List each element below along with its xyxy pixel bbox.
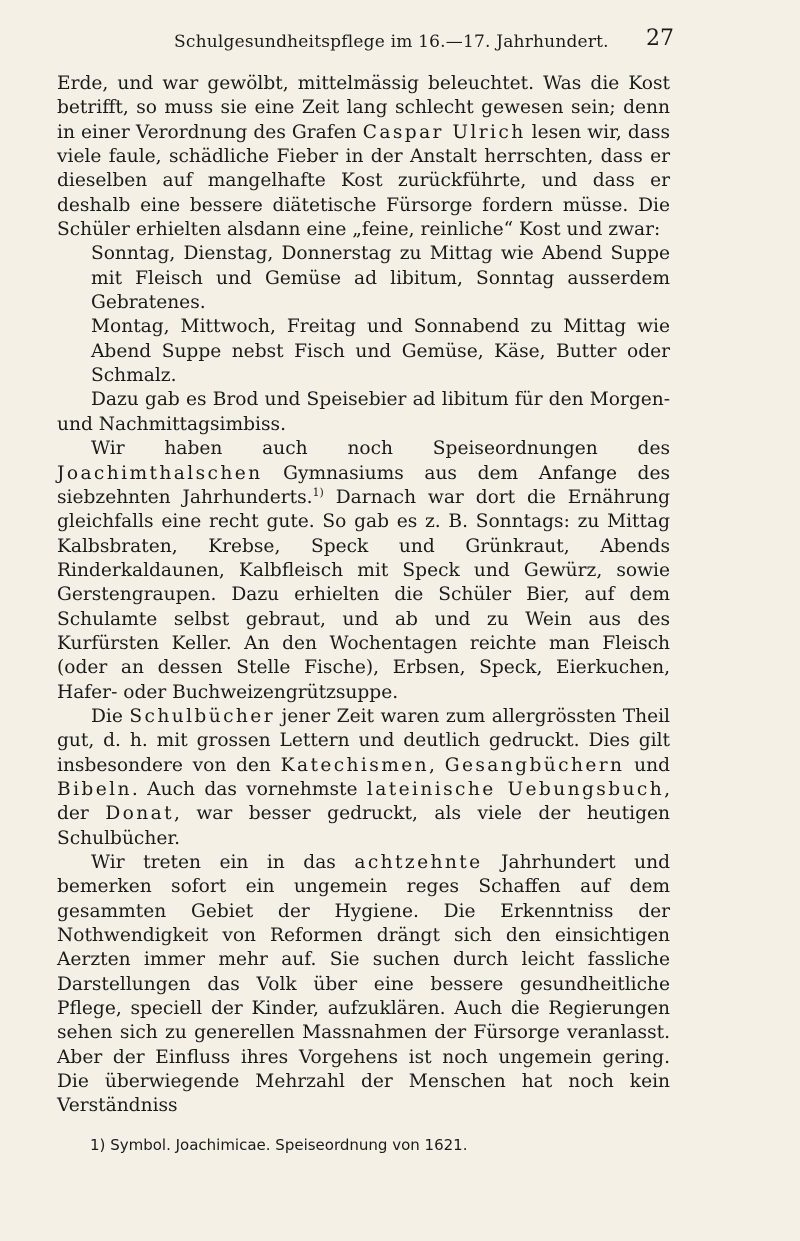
p6-text-f: , der <box>57 778 670 825</box>
p6-text-d: und <box>634 754 670 776</box>
running-header <box>160 24 674 54</box>
term-uebungsbuch: lateinische Uebungsbuch <box>366 778 665 800</box>
menu-sunday: Sonntag, Dienstag, Donnerstag zu Mittag wie Abend Suppe mit Fleisch und Gemüse ad libitum, Sonntag ausserdem Gebratenes. <box>91 243 670 314</box>
p7-text-b: Jahrhundert und bemerken sofort ein ungemein reges Schaffen auf dem gesammten Gebiet der Hygiene. Die Erkenntniss der Nothwendigkeit von Reformen drängt sich den einsichtigen Aerzten immer mehr auf. Sie suchen durch leicht fassliche Darstellungen das Volk über eine bessere gesundheitliche Pflege, speciell der Kinder, aufzuklären. Auch die Regierungen sehen sich zu generellen Massnahmen der Fürsorge veranlasst. Aber der Einfluss ihres Vorgehens ist noch ungemein gering. Die überwiegende Mehrzahl der Menschen hat noch kein Verständniss <box>57 852 670 1117</box>
p5-text-a: Wir haben auch noch Speiseordnungen des <box>91 438 670 460</box>
p6-text-a: Die <box>91 705 123 727</box>
page-number: 27 <box>646 26 674 51</box>
p6-text-c: , <box>429 754 435 776</box>
term-schulbuecher: Schulbücher <box>129 705 275 727</box>
person-name: Caspar Ulrich <box>362 121 526 143</box>
footnote-text: Symbol. Joachimicae. Speiseordnung von 1621. <box>110 1136 468 1154</box>
paragraph-6 <box>57 705 670 851</box>
p7-text-a: Wir treten ein in das <box>91 852 336 873</box>
term-achtzehnte: achtzehnte <box>354 852 483 873</box>
term-gesangbuecher: Gesangbüchern <box>444 754 625 776</box>
p6-text-b: jener Zeit waren zum allergrössten Theil gut, d. h. mit grossen Lettern und deutlich gedruckt. Dies gilt insbesondere von den <box>57 705 670 776</box>
school-name: Joachimthalschen <box>57 462 263 484</box>
paragraph-7 <box>57 851 670 1119</box>
p5-text-b: Gymnasiums aus dem Anfange des siebzehnten Jahrhunderts. <box>57 462 670 508</box>
body-text <box>57 72 670 1119</box>
p6-text-e: . Auch das vornehmste <box>131 778 358 800</box>
footnote-marker: 1) <box>90 1136 106 1154</box>
term-bibeln: Bibeln <box>57 778 132 800</box>
paragraph-5 <box>57 437 670 705</box>
footnote <box>90 1136 467 1154</box>
menu-weekday: Montag, Mittwoch, Freitag und Sonnabend zu Mittag wie Abend Suppe nebst Fisch und Gemüse, Käse, Butter oder Schmalz. <box>91 316 670 387</box>
p5-text-c: Darnach war dort die Ernährung gleichfalls eine recht gute. So gab es z. B. Sonntags: zu Mittag Kalbsbraten, Krebse, Speck und Grünkraut, Abends Rinderkaldaunen, Kalbfleisch mit Speck und Gewürz, sowie Gerstengraupen. Dazu erhielten die Schüler Bier, auf dem Schulamte selbst gebraut, und ab und zu Wein aus des Kurfürsten Keller. An den Wochentagen reichte man Fleisch (oder an dessen Stelle Fische), Erbsen, Speck, Eierkuchen, Hafer- oder Buchweizengrützsuppe. <box>57 486 670 703</box>
paragraph-1 <box>57 72 670 242</box>
term-donat: Donat <box>105 803 174 825</box>
p1-text: Erde, und war gewölbt, mittelmässig beleuchtet. Was die Kost betrifft, so muss sie eine Zeit lang schlecht gewesen sein; denn in einer Verordnung des Grafen <box>57 73 670 143</box>
footnote-ref: 1) <box>312 485 324 499</box>
p6-text-g: , war besser gedruckt, als viele der heutigen Schulbücher. <box>57 803 670 849</box>
p1-text-b: lesen wir, dass viele faule, schädliche Fieber in der Anstalt herrschten, dass er dieselben auf mangelhafte Kost zurückführte, und dass er deshalb eine bessere diätetische Fürsorge fordern müsse. Die Schüler erhielten alsdann eine „feine, reinliche“ Kost und zwar: <box>57 121 670 241</box>
term-katechismen: Katechismen <box>280 754 430 776</box>
running-title: Schulgesundheitspflege im 16.—17. Jahrhundert. <box>174 32 609 52</box>
paragraph-4: Dazu gab es Brod und Speisebier ad libitum für den Morgen- und Nachmittagsimbiss. <box>57 389 670 435</box>
